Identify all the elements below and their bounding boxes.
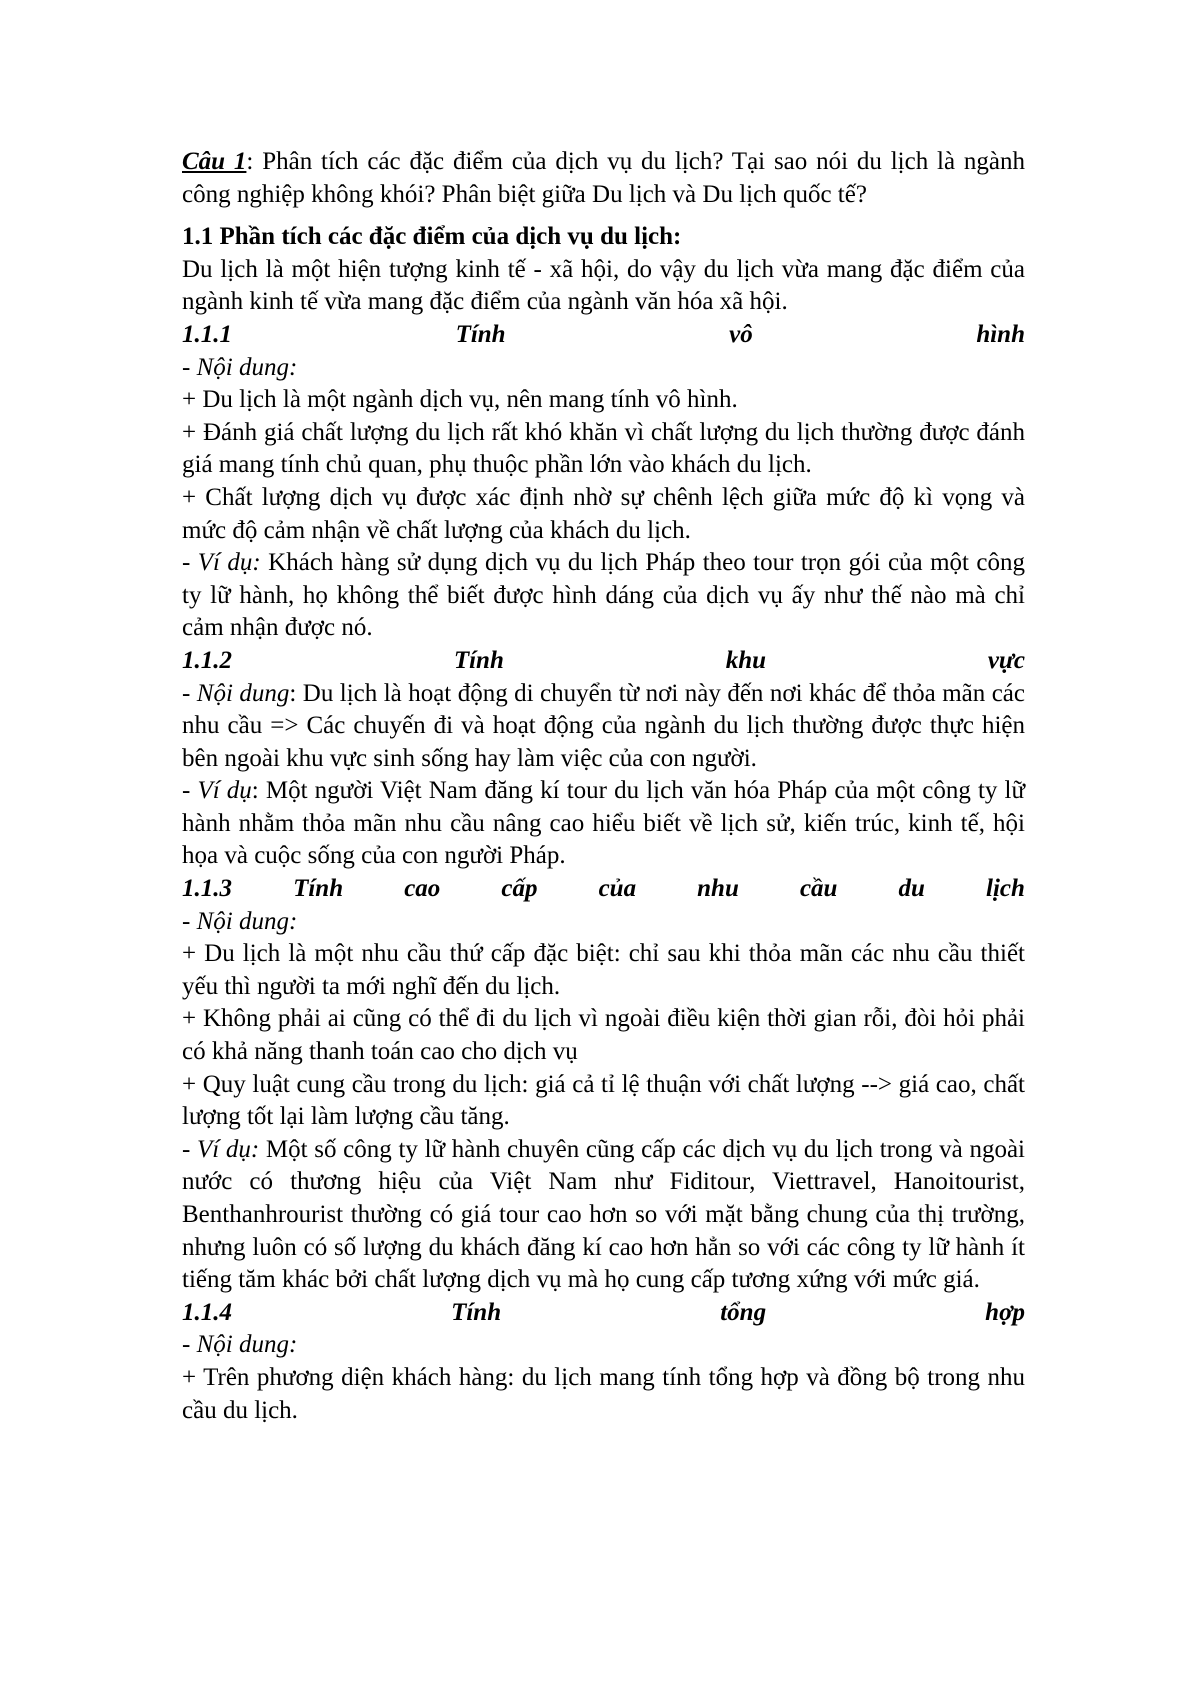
paragraph: + Du lịch là một nhu cầu thứ cấp đặc biệt: chỉ sau khi thỏa mãn các nhu cầu thiết yếu thì người ta mới nghĩ đến du lịch. — [182, 940, 1025, 1000]
subheading-word: Tính — [453, 646, 504, 674]
subheading-word: 1.1.1 — [182, 320, 232, 348]
subheading-word: cầu — [799, 875, 838, 903]
question-text: : Phân tích các đặc điểm của dịch vụ du lịch? Tại sao nói du lịch là ngành công nghiệp không khói? Phân biệt giữa Du lịch và Du lịch quốc tế? — [182, 148, 1025, 208]
example-paragraph — [182, 547, 1025, 645]
subheading-1-1-1 — [182, 319, 1025, 352]
example-text: Một số công ty lữ hành chuyên cũng cấp các dịch vụ du lịch trong và ngoài nước có thương hiệu của Việt Nam như Fiditour, Viettravel, Hanoitourist, Benthanhrourist thường có giá tour cao hơn so với mặt bằng chung của thị trường, nhưng luôn có số lượng du khách đăng kí cao hơn hẳn so với các công ty lữ hành ít tiếng tăm khác bởi chất lượng dịch vụ mà họ cung cấp tương xứng với mức giá. — [182, 1135, 1026, 1294]
subheading-1-1-4 — [182, 1297, 1025, 1330]
section-heading: 1.1 Phần tích các đặc điểm của dịch vụ du lịch: — [182, 223, 682, 251]
content-paragraph — [182, 678, 1025, 776]
content-text: : Du lịch là hoạt động di chuyển từ nơi này đến nơi khác để thỏa mãn các nhu cầu => Các chuyến đi và hoạt động của ngành du lịch thường được thực hiện bên ngoài khu vực sinh sống hay làm việc của con người. — [182, 679, 1025, 772]
subheading-word: của — [598, 875, 637, 903]
content-label: - Nội dung — [182, 679, 290, 707]
subheading-word: hình — [976, 320, 1025, 348]
example-label: - Ví dụ — [182, 777, 252, 805]
subheading-word: tổng — [720, 1298, 767, 1326]
question-paragraph — [182, 146, 1025, 211]
subheading-1-1-2 — [182, 645, 1025, 678]
example-text: : Một người Việt Nam đăng kí tour du lịch văn hóa Pháp của một công ty lữ hành nhằm thỏa mãn nhu cầu nâng cao hiểu biết về lịch sử, kiến trúc, kinh tế, hội họa và cuộc sống của con người Pháp. — [182, 777, 1026, 870]
paragraph: + Không phải ai cũng có thể đi du lịch vì ngoài điều kiện thời gian rỗi, đòi hỏi phải có khả năng thanh toán cao cho dịch vụ — [182, 1005, 1025, 1066]
subheading-word: lịch — [986, 875, 1025, 903]
question-label: Câu 1 — [182, 148, 247, 175]
subheading-word: cấp — [501, 875, 538, 903]
example-label: - Ví dụ: — [182, 549, 261, 577]
paragraph: + Chất lượng dịch vụ được xác định nhờ sự chênh lệch giữa mức độ kì vọng và mức độ cảm nhận về chất lượng của khách du lịch. — [182, 483, 1025, 544]
subheading-word: Tính — [455, 320, 506, 348]
subheading-word: hợp — [985, 1298, 1025, 1326]
subheading-word: khu — [725, 646, 766, 674]
section-intro: Du lịch là một hiện tượng kinh tế - xã hội, do vậy du lịch vừa mang đặc điểm của ngành kinh tế vừa mang đặc điểm của ngành văn hóa xã hội. — [182, 255, 1025, 316]
example-paragraph — [182, 1134, 1025, 1297]
subheading-word: vực — [987, 646, 1025, 674]
example-text: Khách hàng sử dụng dịch vụ du lịch Pháp theo tour trọn gói của một công ty lữ hành, họ không thể biết được hình dáng của dịch vụ ấy như thế nào mà chỉ cảm nhận được nó. — [182, 549, 1025, 642]
paragraph: + Trên phương diện khách hàng: du lịch mang tính tổng hợp và đồng bộ trong nhu cầu du lịch. — [182, 1363, 1025, 1424]
content-label: - Nội dung: — [182, 907, 298, 935]
paragraph: + Quy luật cung cầu trong du lịch: giá cả tỉ lệ thuận với chất lượng --> giá cao, chất lượng tốt lại làm lượng cầu tăng. — [182, 1070, 1025, 1131]
subheading-word: 1.1.4 — [182, 1298, 232, 1326]
subheading-1-1-3 — [182, 873, 1025, 906]
example-label: - Ví dụ: — [182, 1135, 260, 1163]
paragraph: + Du lịch là một ngành dịch vụ, nên mang tính vô hình. — [182, 386, 738, 414]
example-paragraph — [182, 775, 1025, 873]
spacer — [182, 211, 1025, 221]
subheading-word: vô — [729, 320, 753, 348]
subheading-word: cao — [404, 875, 441, 903]
subheading-word: nhu — [697, 875, 739, 903]
document-page — [182, 146, 1025, 1427]
paragraph: + Đánh giá chất lượng du lịch rất khó khăn vì chất lượng du lịch thường được đánh giá mang tính chủ quan, phụ thuộc phần lớn vào khách du lịch. — [182, 418, 1025, 479]
subheading-word: du — [898, 875, 925, 903]
subheading-word: 1.1.2 — [182, 646, 232, 674]
content-label: - Nội dung: — [182, 353, 298, 381]
subheading-word: Tính — [293, 875, 344, 903]
content-label: - Nội dung: — [182, 1331, 298, 1359]
subheading-word: 1.1.3 — [182, 875, 232, 903]
subheading-word: Tính — [451, 1298, 502, 1326]
